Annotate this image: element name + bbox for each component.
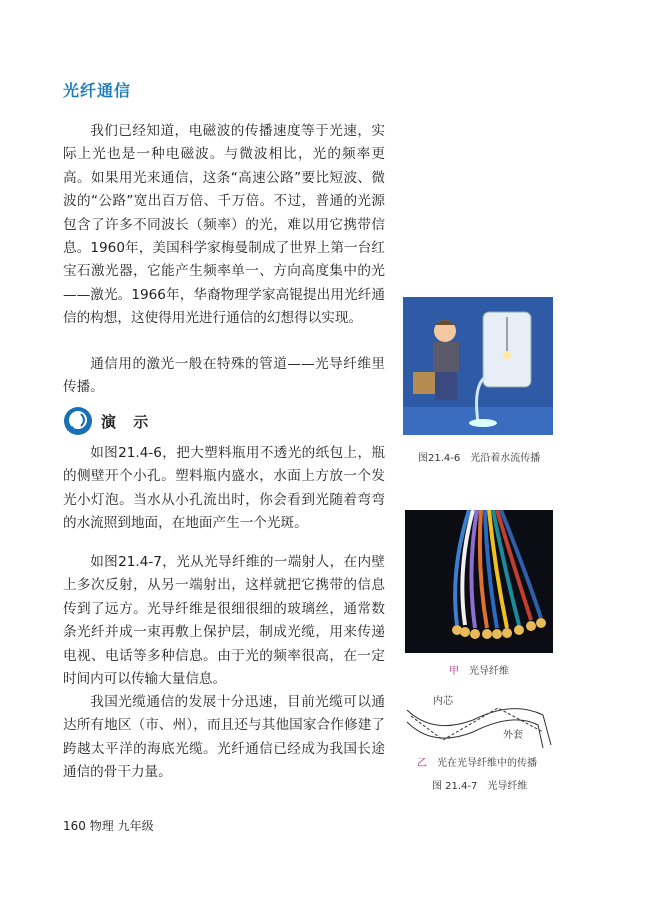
demo-text: 如图21.4-6，把大塑料瓶用不透光的纸包上，瓶的侧壁开个小孔。塑料瓶内盛水，水面上方放一个发光小灯泡。当水从小孔流出时，你会看到光随着弯弯的水流照到地面，在地面产生一个光斑。 [63, 445, 385, 532]
page-number: 160 [63, 819, 86, 833]
figure-optical-fibers-photo [405, 510, 553, 653]
demo-heading [63, 406, 154, 436]
demo-label: 演 示 [101, 412, 155, 431]
label-cladding: 外套 [503, 730, 523, 741]
figure-water-light [403, 297, 553, 435]
figure-21-4-6-caption: 图21.4-6 光沿着水流传播 [418, 453, 541, 464]
figure-a-text: 光导纤维 [469, 666, 509, 677]
figure-b-caption [417, 754, 537, 769]
figure-b-text: 光在光导纤维中的传播 [437, 758, 537, 769]
paragraph-intro: 我们已经知道，电磁波的传播速度等于光速，实际上光也是一种电磁波。与微波相比，光的频率更高。如果用光来通信，这条“高速公路”要比短波、微波的“公路”宽出百万倍、千万倍。不过，普通的光源包含了许多不同波长（频率）的光，难以用它携带信息。1960年，美国科学家梅曼制成了世界上第一台红宝石激光器，它能产生频率单一、方向高度集中的光——激光。1966年，华裔物理学家高锟提出用光纤通信的构想，这使得用光进行通信的幻想得以实现。 [63, 123, 385, 327]
grade: 九年级 [117, 819, 154, 833]
paragraph-china: 我国光缆通信的发展十分迅速，目前光缆可以通达所有地区（市、州），而且还与其他国家合作修建了跨越太平洋的海底光缆。光纤通信已经成为我国长途通信的骨干力量。 [63, 694, 385, 781]
page-footer [63, 817, 154, 834]
demo-icon [63, 406, 93, 436]
paragraph-reflection: 如图21.4-7，光从光导纤维的一端射人，在内壁上多次反射，从另一端射出，这样就把它携带的信息传到了远方。光导纤维是很细很细的玻璃丝，通常数条光纤并成一束再敷上保护层，制成光缆，用来传递电视、电话等多种信息。由于光的频率很高，在一定时间内可以传输大量信息。 [63, 554, 385, 688]
label-core: 内芯 [433, 696, 453, 707]
paragraph-fiber: 通信用的激光一般在特殊的管道——光导纤维里传播。 [63, 356, 385, 396]
figure-a-mark: 甲 [449, 666, 459, 677]
figure-fiber-diagram [403, 690, 555, 750]
figure-b-mark: 乙 [417, 758, 427, 769]
figure-21-4-7-caption: 图 21.4-7 光导纤维 [432, 781, 528, 792]
subject: 物理 [89, 819, 114, 833]
figure-a-caption [449, 662, 509, 677]
section-title: 光纤通信 [63, 81, 132, 100]
